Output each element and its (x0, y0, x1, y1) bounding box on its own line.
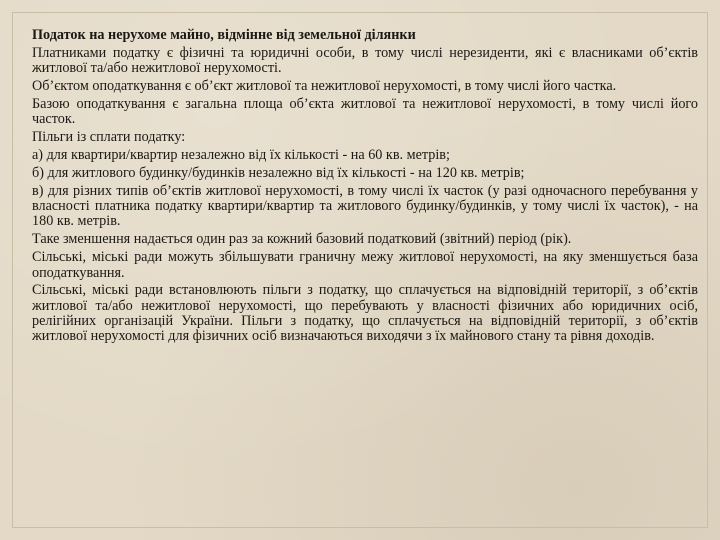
paragraph-councils-benefits: Сільські, міські ради встановлюють пільги з податку, що сплачується на відповідній території, з об’єктів житлової та/або нежитлової нерухомості, що перебувають у власності фізичних або юридичних осіб, релігійних організацій України. Пільги з податку, що сплачується на відповідній території, з об’єктів житлової нерухомості для фізичних осіб визначаються виходячи з їх майнового стану та рівня доходів. (32, 282, 698, 345)
paragraph-benefit-b: б) для житлового будинку/будинків незалежно від їх кількості - на 120 кв. метрів; (32, 164, 525, 181)
slide-content (32, 28, 698, 347)
paragraph-taxpayers: Платниками податку є фізичні та юридичні особи, в тому числі нерезиденти, які є власниками об’єктів житлової та/або нежитлової нерухомості. (32, 44, 698, 77)
paragraph-benefit-a: а) для квартири/квартир незалежно від їх кількості - на 60 кв. метрів; (32, 147, 450, 164)
paragraph-reduction: Таке зменшення надається один раз за кожний базовий податковий (звітний) період (рік). (32, 231, 572, 248)
paragraph-tax-base: Базою оподаткування є загальна площа об’єкта житлової та нежитлової нерухомості, в тому числі його часток. (32, 95, 698, 128)
slide-title: Податок на нерухоме майно, відмінне від земельної ділянки (32, 27, 416, 43)
paragraph-councils-limit: Сільські, міські ради можуть збільшувати граничну межу житлової нерухомості, на яку зменшується база оподаткування. (32, 249, 698, 281)
paragraph-tax-object: Об’єктом оподаткування є об’єкт житлової та нежитлової нерухомості, в тому числі його частка. (32, 78, 617, 95)
paragraph-benefit-c: в) для різних типів об’єктів житлової нерухомості, в тому числі їх часток (у разі одночасного перебування у власності платника податку квартири/квартир та житлового будинку/будинків, у тому числі їх часток), - на 180 кв. метрів. (32, 182, 698, 230)
paragraph-benefits-heading: Пільги із сплати податку: (32, 129, 186, 146)
